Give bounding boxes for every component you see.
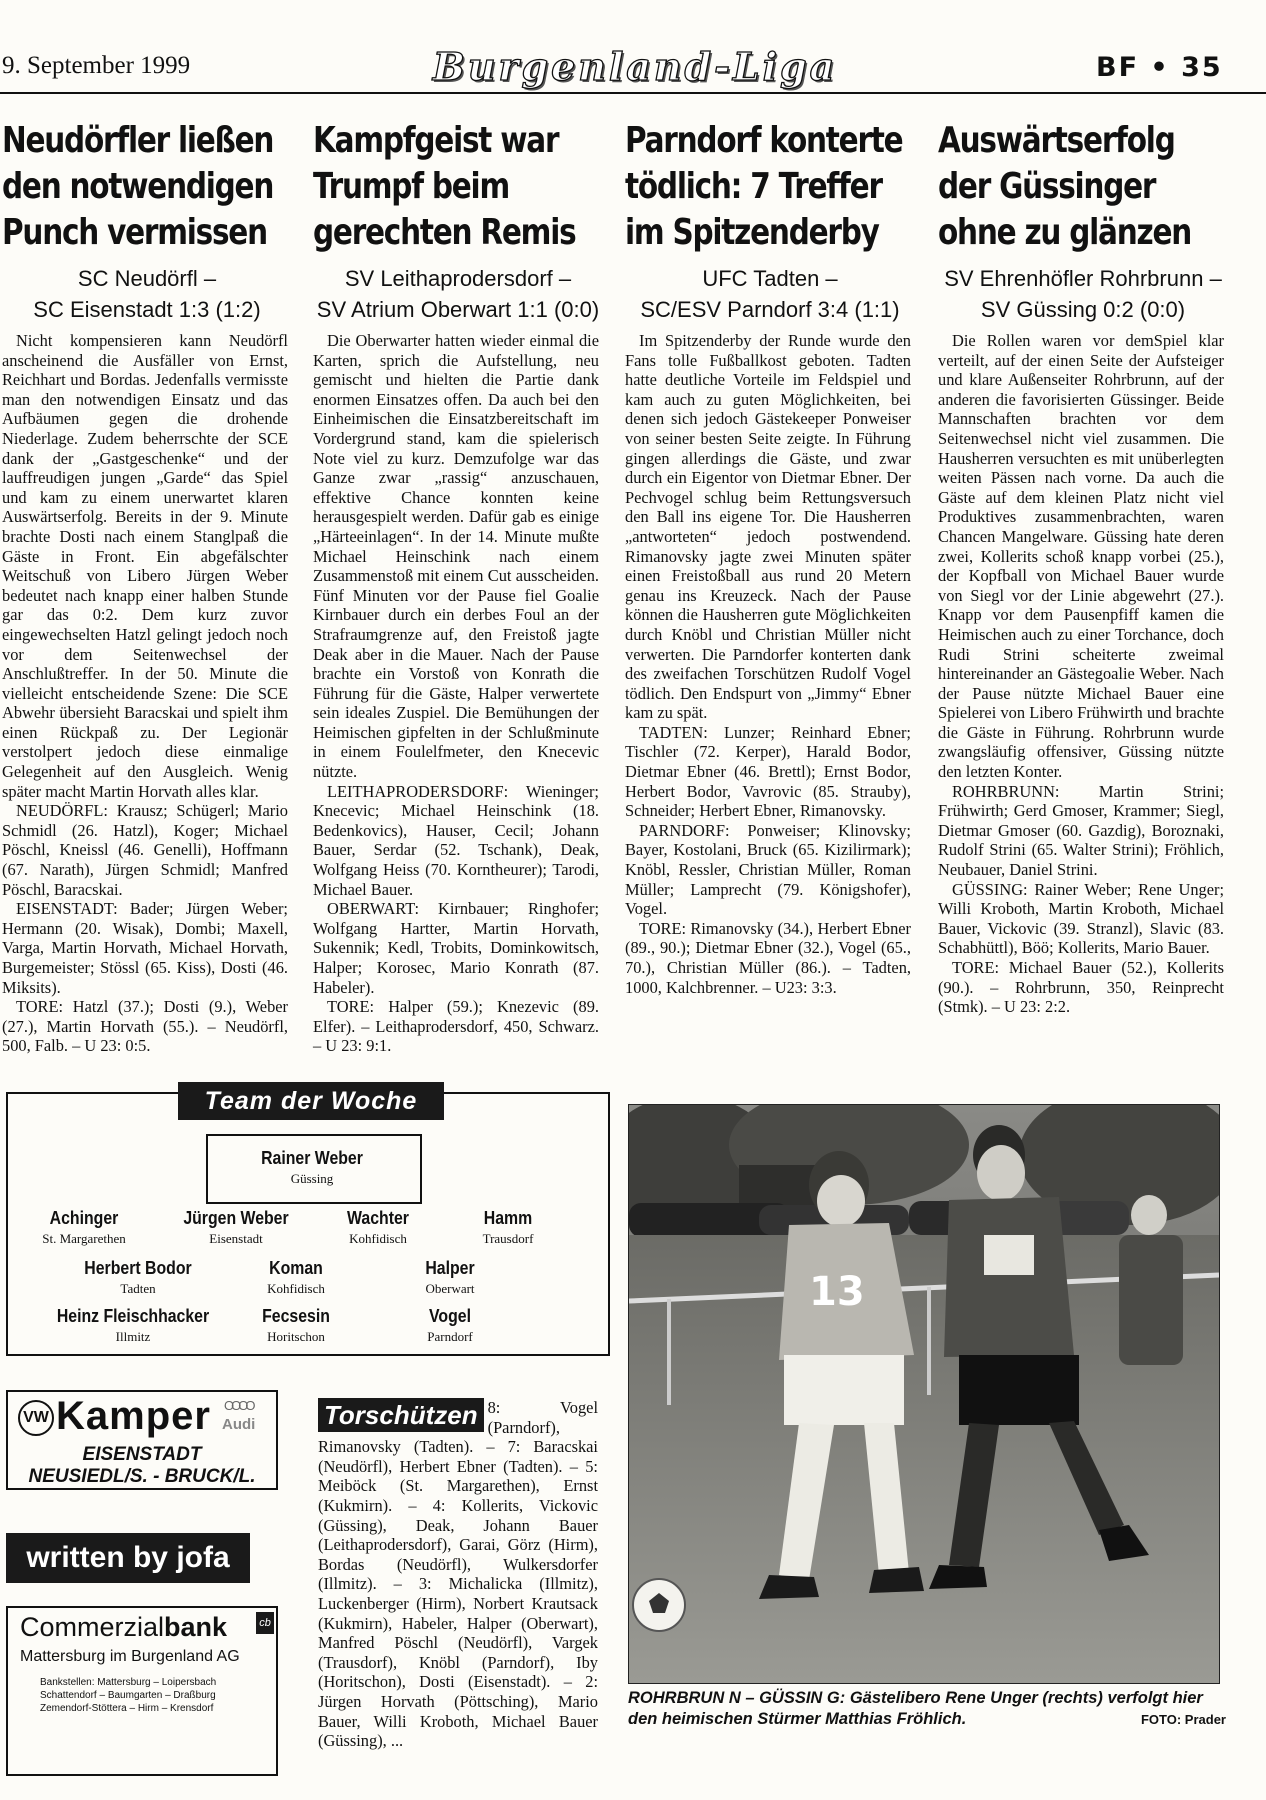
bank-name	[20, 1612, 227, 1643]
author-banner: written by jofa	[6, 1533, 250, 1583]
lineup-away: EISENSTADT: Bader; Jürgen Weber; Hermann (20. Wisak), Dombi; Maxell, Varga, Martin Horvath, Michael Horvath, Burgemeister; Stössl (65. Kiss), Dosti (46. Miksits).	[2, 899, 288, 997]
goals-line: TORE: Michael Bauer (52.), Kollerits (90.). – Rohrbrunn, 350, Reinprecht (Stmk). – U 23: 2:2.	[938, 958, 1224, 1017]
article-text: Nicht kompensieren kann Neudörfl anscheinend die Ausfäller von Ernst, Reichhart und Bordas. Jedenfalls vermisste man den notwendigen Einsatz und das Aufbäumen gegen die drohende Niederlage. Zudem beherrschte der SCE dank der „Gastgeschenke“ und der lauffreudigen jungen „Garde“ das Spiel und kam zu einem unerwartet klaren Auswärtserfolg. Bereits in der 9. Minute brachte Dosti nach einem Stanglpaß die Gäste in Front. Ein abgefälschter Weitschuß von Libero Jürgen Weber bedeutet nach knapp einer halben Stunde gar das 0:2. Dem kurz zuvor eingewechselten Hatzl gelingt jedoch noch vor dem Seitenwechsel der Anschlußtreffer. In der 50. Minute die vielleicht entscheidende Szene: Die SCE Abwehr übersieht Baracskai und spielt ihm einen Rückpaß zu. Der Legionär verstolpert jedoch diese einmalige Gelegenheit auf den Ausgleich. Wenig später macht Martin Horvath alles klar.	[2, 331, 288, 801]
player-club: St. Margarethen	[42, 1231, 126, 1246]
article-body	[938, 331, 1224, 1017]
player-name: Heinz Fleischhacker	[56, 1306, 210, 1326]
player-name: Hamm	[483, 1208, 533, 1228]
player-name: Halper	[425, 1258, 475, 1278]
article-neudoerfl	[2, 118, 288, 1056]
player-defender	[428, 1208, 588, 1247]
vw-logo: VW	[18, 1400, 54, 1436]
matchup-home: UFC Tadten –	[702, 266, 838, 291]
player-club: Tadten	[120, 1281, 156, 1296]
player-club: Trausdorf	[482, 1231, 534, 1246]
matchup-home: SV Ehrenhöfler Rohrbrunn –	[944, 266, 1222, 291]
matchup-home: SV Leithaprodersdorf –	[344, 266, 572, 291]
player-name: Vogel	[429, 1306, 471, 1326]
commerzialbank-ad	[6, 1606, 278, 1776]
header-rule	[0, 92, 1266, 94]
article-matchup	[2, 263, 292, 331]
matchup-away-score: SV Güssing 0:2 (0:0)	[980, 297, 1186, 322]
photo-caption	[628, 1688, 1228, 1730]
player-club: Horitschon	[267, 1329, 325, 1344]
top-scorers	[318, 1398, 598, 1751]
article-text: Die Rollen waren vor demSpiel klar verteilt, auf der einen Seite der Aufsteiger und klare Außenseiter Rohrbrunn, auf der anderen die favorisierten Güssinger. Beide Mannschaften brachten vor dem Seitenwechsel nicht viel zusammen. Die Hausherren versuchten es mit unüberlegten weiten Pässen nach vorne. Da auch die Gäste auf dem kleinen Platz nicht viel Produktives zusammenbrachten, waren Chancen Mangelware. Güssing hate deren zwei, Kollerits schoß knapp vorbei (25.), der Kopfball von Michael Bauer wurde von Siegl vor der Linie abgewehrt (27.). Knapp vor dem Pausenpfiff kamen die Heimischen auch zu einer Torchance, doch Rudi Strini scheiterte zweimal hintereinander an Gästegoalie Weber. Nach der Pause nützte Michael Bauer eine Spielerei von Libero Frühwirth und brachte die Gäste in Führung. Rohrbrunn wurde zwangsläufig offensiver, Güssing nützte den letzten Konter.	[938, 331, 1224, 782]
lineup-home: TADTEN: Lunzer; Reinhard Ebner; Tischler (72. Kerper), Harald Bodor, Dietmar Ebner (46. Brettl); Ernst Bodor, Herbert Bodor, Vavrovic (85. Strauby), Schneider; Herbert Ebner, Rimanovsky.	[625, 722, 911, 821]
bank-name-light: Commerzial	[20, 1612, 165, 1642]
article-headline: Auswärtserfolg der Güssinger ohne zu glänzen	[938, 120, 1192, 253]
kamper-ad	[6, 1390, 278, 1490]
player-midfielder	[58, 1258, 218, 1297]
team-of-the-week-title: Team der Woche	[178, 1082, 444, 1120]
bank-name-bold: bank	[164, 1612, 228, 1642]
article-matchup	[938, 263, 1228, 331]
kamper-towns: NEUSIEDL/S. - BRUCK/L.	[28, 1466, 256, 1487]
shirt-number: 13	[809, 1269, 865, 1315]
player-forward	[38, 1306, 228, 1345]
player-name: Achinger	[49, 1208, 119, 1228]
goals-line: TORE: Rimanovsky (34.), Herbert Ebner (89., 90.); Dietmar Ebner (32.), Vogel (65., 70.), Christian Müller (86.). – Tadten, 1000, Kalchbrenner. – U23: 3:3.	[625, 918, 911, 997]
player-name: Koman	[269, 1258, 323, 1278]
player-club: Eisenstadt	[209, 1231, 263, 1246]
matchup-home: SC Neudörfl –	[77, 266, 217, 291]
article-leithaprodersdorf	[313, 118, 599, 1056]
player-name: Wachter	[347, 1208, 409, 1228]
goals-line: TORE: Hatzl (37.); Dosti (9.), Weber (27.), Martin Horvath (55.). – Neudörfl, 500, Falb. – U 23: 0:5.	[2, 997, 288, 1056]
photo-caption-text: ROHRBRUN N – GÜSSIN G: Gästelibero Rene Unger (rechts) verfolgt hier den heimischen Stürmer Matthias Fröhlich.	[628, 1689, 1203, 1728]
player-midfielder	[216, 1258, 376, 1297]
match-photo-illustration	[629, 1105, 1219, 1683]
article-tadten	[625, 118, 911, 997]
kamper-name: Kamper	[56, 1394, 211, 1438]
player-name: Jürgen Weber	[183, 1208, 289, 1228]
goals-line: TORE: Halper (59.); Knezevic (89. Elfer). – Leithaprodersdorf, 450, Schwarz. – U 23: 9:1.	[313, 997, 599, 1056]
matchup-away-score: SC Eisenstadt 1:3 (1:2)	[33, 297, 261, 322]
article-body	[313, 331, 599, 1056]
lineup-home: ROHRBRUNN: Martin Strini; Frühwirth; Gerd Gmoser, Krammer; Siegl, Dietmar Gmoser (60. Gazdig), Boroznaki, Rudolf Strini (65. Walter Strini); Fröhlich, Neubauer, Daniel Strini.	[938, 781, 1224, 880]
player-name: Fecsesin	[262, 1306, 330, 1326]
player-goalkeeper	[232, 1148, 392, 1187]
article-matchup	[313, 263, 603, 331]
team-of-the-week	[6, 1087, 610, 1356]
kamper-city: EISENSTADT	[82, 1444, 202, 1465]
player-club: Illmitz	[115, 1329, 151, 1344]
article-text: Die Oberwarter hatten wieder einmal die Karten, sprich die Aufstellung, neu gemischt und hielten die Partie dank enormen Einsatzes offen. Da auch bei den Einheimischen die Einsatzbereitschaft im Vordergrund stand, kam die spielerisch Note viel zu kurz. Demzufolge war das Ganze zwar „rassig“ anzuschauen, effektive Chance konnten keine herausgespielt werden. Dafür gab es einige „Härteeinlagen“. In der 14. Minute mußte Michael Heinschink nach einem Zusammenstoß mit einem Cut ausscheiden. Fünf Minuten vor der Pause fiel Goalie Kirnbauer durch ein derbes Foul an der Strafraumgrenze auf, den Freistoß jagte Deak aber in die Mauer. Nach der Pause brachte ein Vorstoß von Konrath die Führung für die Gäste, Halper verwertete sein ideales Zuspiel. Die Bemühungen der Heimischen gipfelten in der Schlußminute in einem Foulelfmeter, den Knecevic nützte.	[313, 331, 599, 782]
top-scorers-title: Torschützen	[318, 1398, 484, 1432]
lineup-home: NEUDÖRFL: Krausz; Schügerl; Mario Schmidl (26. Hatzl), Koger; Michael Pöschl, Kneissl (46. Genelli), Hoffmann (67. Narath), Jürgen Schmidl; Manfred Pöschl, Baracskai.	[2, 801, 288, 899]
article-text: Im Spitzenderby der Runde wurde den Fans tolle Fußballkost geboten. Tadten hatte deutliche Vorteile im Feldspiel und kam auch zu guten Möglichkeiten, bei denen sich jedoch Gästekeeper Ponweiser von seiner besten Seite zeigte. In Führung gingen allerdings die Gäste, und zwar durch ein Eigentor von Dietmar Ebner. Der Pechvogel schlug beim Rettungsversuch den Ball ins eigene Tor. Die Hausherren „antworteten“ jedoch postwendend. Rimanovsky jagte zwei Minuten später einen Freistoßball aus rund 20 Metern genau ins Kreuzeck. Nach der Pause können die Hausherren gute Möglichkeiten durch Knöbl und Christian Müller nicht verwerten. Die Parndorfer konterten dank des zweifachen Torschützen Rudolf Vogel tödlich. Den Endspurt von „Jimmy“ Ebner kam zu spät.	[625, 331, 911, 723]
article-headline: Neudörfler ließen den notwendigen Punch vermissen	[2, 120, 274, 253]
section-title: Burgenland-Liga	[432, 44, 838, 89]
player-club: Parndorf	[427, 1329, 473, 1344]
bank-branches: Bankstellen: Mattersburg – Loipersbach Schattendorf – Baumgarten – Draßburg Zemendorf-Stöttera – Hirm – Krensdorf	[40, 1677, 217, 1714]
player-name: Herbert Bodor	[84, 1258, 192, 1278]
matchup-away-score: SC/ESV Parndorf 3:4 (1:1)	[640, 297, 900, 322]
player-defender	[4, 1208, 164, 1247]
photo-credit: FOTO: Prader	[1140, 1712, 1226, 1727]
player-club: Güssing	[290, 1171, 334, 1186]
page-number: BF • 35	[1096, 52, 1223, 83]
player-name: Rainer Weber	[261, 1148, 363, 1168]
audi-brand: Audi	[222, 1416, 256, 1433]
match-photo	[628, 1104, 1220, 1684]
issue-date: 9. September 1999	[2, 52, 191, 79]
player-club: Kohfidisch	[267, 1281, 325, 1296]
article-matchup	[625, 263, 915, 331]
article-rohrbrunn	[938, 118, 1224, 1017]
article-headline: Parndorf konterte tödlich: 7 Treffer im Spitzenderby	[625, 120, 903, 253]
article-headline: Kampfgeist war Trumpf beim gerechten Remis	[313, 120, 576, 253]
player-club: Oberwart	[425, 1281, 475, 1296]
lineup-away: OBERWART: Kirnbauer; Ringhofer; Wolfgang Hartter, Martin Horvath, Sukennik; Kedl, Trobits, Dominkowitsch, Halper; Korosec, Mario Konrath (87. Habeler).	[313, 899, 599, 997]
player-club: Kohfidisch	[349, 1231, 407, 1246]
bank-subtitle: Mattersburg im Burgenland AG	[20, 1648, 240, 1665]
player-midfielder	[370, 1258, 530, 1297]
article-body	[2, 331, 288, 1056]
lineup-away: PARNDORF: Ponweiser; Klinovsky; Bayer, Kostolani, Bruck (65. Kizilirmark); Knöbl, Ressler, Christian Müller, Roman Müller; Lamprecht (79. Königshofer), Vogel.	[625, 820, 911, 919]
lineup-home: LEITHAPRODERSDORF: Wieninger; Knecevic; Michael Heinschink (18. Bedenkovics), Hauser, Cecil; Johann Bauer, Serdar (52. Tschank), Deak, Wolfgang Heiss (70. Korntheurer); Tarodi, Michael Bauer.	[313, 781, 599, 899]
bank-logo: cb	[256, 1612, 274, 1634]
top-scorers-text: 8: Vogel (Parndorf), Rimanovsky (Tadten). – 7: Baracskai (Neudörfl), Herbert Ebner (Tadten). – 5: Meiböck (St. Margarethen), Ernst (Kukmirn). – 4: Kollerits, Vickovic (Güssing), Deak, Johann Bauer (Leithaprodersdorf), Garai, Görz (Hirm), Bordas (Neudörfl), Wulkersdorfer (Illmitz). – 3: Michalicka (Illmitz), Luckenberger (Hirm), Norbert Krautsack (Kukmirn), Habeler, Halper (Oberwart), Manfred Pöschl (Neudörfl), Vargek (Trausdorf), Knöbl (Parndorf), Iby (Horitschon), Dosti (Eisenstadt). – 2: Jürgen Horvath (Pöttsching), Mario Bauer, Willi Kroboth, Michael Bauer (Güssing), ...	[318, 1398, 598, 1751]
lineup-away: GÜSSING: Rainer Weber; Rene Unger; Willi Kroboth, Martin Kroboth, Michael Bauer, Vickovic (39. Stranzl), Slavic (83. Schabhüttl), Böö; Kollerits, Mario Bauer.	[938, 879, 1224, 958]
audi-rings-logo: OOOO	[224, 1398, 253, 1413]
matchup-away-score: SV Atrium Oberwart 1:1 (0:0)	[316, 297, 600, 322]
player-forward	[370, 1306, 530, 1345]
player-forward	[216, 1306, 376, 1345]
article-body	[625, 331, 911, 997]
player-defender	[156, 1208, 316, 1247]
